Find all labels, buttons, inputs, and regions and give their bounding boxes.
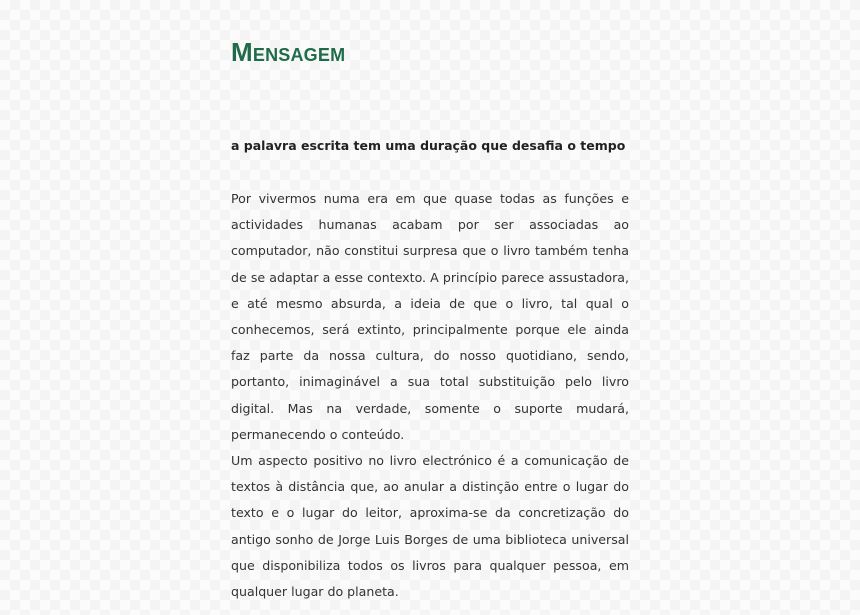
paragraph-2: Um aspecto positivo no livro electrónico é a comunicação de textos à distância que, ao anular a distinção entre o lugar do texto e o lugar do leitor, aproxima-se da concretização do antigo sonho de Jorge Luis Borges de uma biblioteca universal que disponibiliza todos os livros para qualquer pessoa, em qualquer lugar do planeta. bbox=[231, 453, 629, 600]
subtitle: a palavra escrita tem uma duração que desafia o tempo bbox=[231, 138, 626, 153]
paragraph-1: Por vivermos numa era em que quase todas as funções e actividades humanas acabam por ser associadas ao computador, não constitui surpresa que o livro também tenha de se adaptar a esse contexto. A princípio parece assustadora, e até mesmo absurda, a ideia de que o livro, tal qual o conhecemos, será extinto, principalmente porque ele ainda faz parte da nossa cultura, do nosso quotidiano, sendo, portanto, inimaginável a sua total substituição pelo livro digital. Mas na verdade, somente o suporte mudará, permanecendo o conteúdo. bbox=[231, 191, 629, 442]
page-title: Mensagem bbox=[231, 37, 346, 67]
